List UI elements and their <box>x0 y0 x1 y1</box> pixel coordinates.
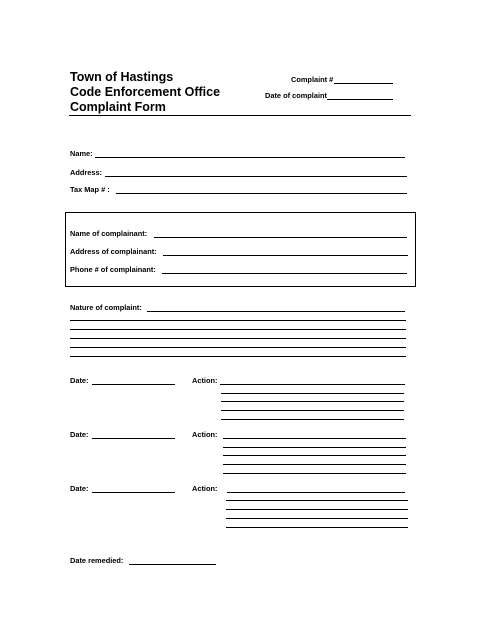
form-title-form: Complaint Form <box>70 100 166 114</box>
action-1-line-4[interactable] <box>221 410 404 411</box>
nature-line-1[interactable] <box>147 311 405 312</box>
date-remedied-field[interactable] <box>129 564 216 565</box>
address-label: Address: <box>70 168 103 177</box>
action-3-date-label: Date: <box>70 484 89 493</box>
nature-line-6[interactable] <box>70 356 406 357</box>
nature-of-complaint-label: Nature of complaint: <box>70 303 142 312</box>
nature-line-2[interactable] <box>70 320 406 321</box>
tax-map-label: Tax Map # : <box>70 185 110 194</box>
name-label: Name: <box>70 149 93 158</box>
action-1-date-label: Date: <box>70 376 89 385</box>
date-remedied-label: Date remedied: <box>70 556 124 565</box>
action-1-line-5[interactable] <box>221 419 404 420</box>
action-3-line-4[interactable] <box>226 518 408 519</box>
action-2-line-2[interactable] <box>223 447 406 448</box>
action-2-line-1[interactable] <box>223 438 406 439</box>
date-of-complaint-label: Date of complaint <box>265 91 328 100</box>
action-3-line-5[interactable] <box>226 527 408 528</box>
form-title-office: Code Enforcement Office <box>70 85 221 99</box>
action-1-line-1[interactable] <box>220 384 405 385</box>
action-3-line-1[interactable] <box>227 492 405 493</box>
action-2-line-5[interactable] <box>223 473 406 474</box>
date-of-complaint-field[interactable] <box>327 99 393 100</box>
tax-map-field[interactable] <box>116 193 407 194</box>
action-1-line-2[interactable] <box>221 393 404 394</box>
action-2-line-3[interactable] <box>223 455 406 456</box>
complaint-number-label: Complaint # <box>291 75 334 84</box>
action-2-label: Action: <box>192 430 218 439</box>
action-3-date-field[interactable] <box>92 492 175 493</box>
action-1-label: Action: <box>192 376 218 385</box>
nature-line-3[interactable] <box>70 329 406 330</box>
complainant-address-label: Address of complainant: <box>70 247 157 256</box>
complainant-phone-label: Phone # of complainant: <box>70 265 156 274</box>
action-2-date-field[interactable] <box>92 438 175 439</box>
name-field[interactable] <box>95 157 405 158</box>
complainant-address-field[interactable] <box>163 255 408 256</box>
header-divider <box>69 115 411 116</box>
action-3-line-3[interactable] <box>226 509 408 510</box>
nature-line-4[interactable] <box>70 338 406 339</box>
address-field[interactable] <box>105 176 407 177</box>
action-1-line-3[interactable] <box>221 401 404 402</box>
nature-line-5[interactable] <box>70 347 406 348</box>
action-3-line-2[interactable] <box>226 500 408 501</box>
action-1-date-field[interactable] <box>92 384 175 385</box>
action-2-date-label: Date: <box>70 430 89 439</box>
complainant-name-label: Name of complainant: <box>70 229 148 238</box>
complainant-name-field[interactable] <box>154 237 407 238</box>
form-title-town: Town of Hastings <box>70 70 174 84</box>
action-3-label: Action: <box>192 484 218 493</box>
action-2-line-4[interactable] <box>223 464 406 465</box>
complainant-phone-field[interactable] <box>162 273 407 274</box>
complaint-number-field[interactable] <box>334 83 393 84</box>
